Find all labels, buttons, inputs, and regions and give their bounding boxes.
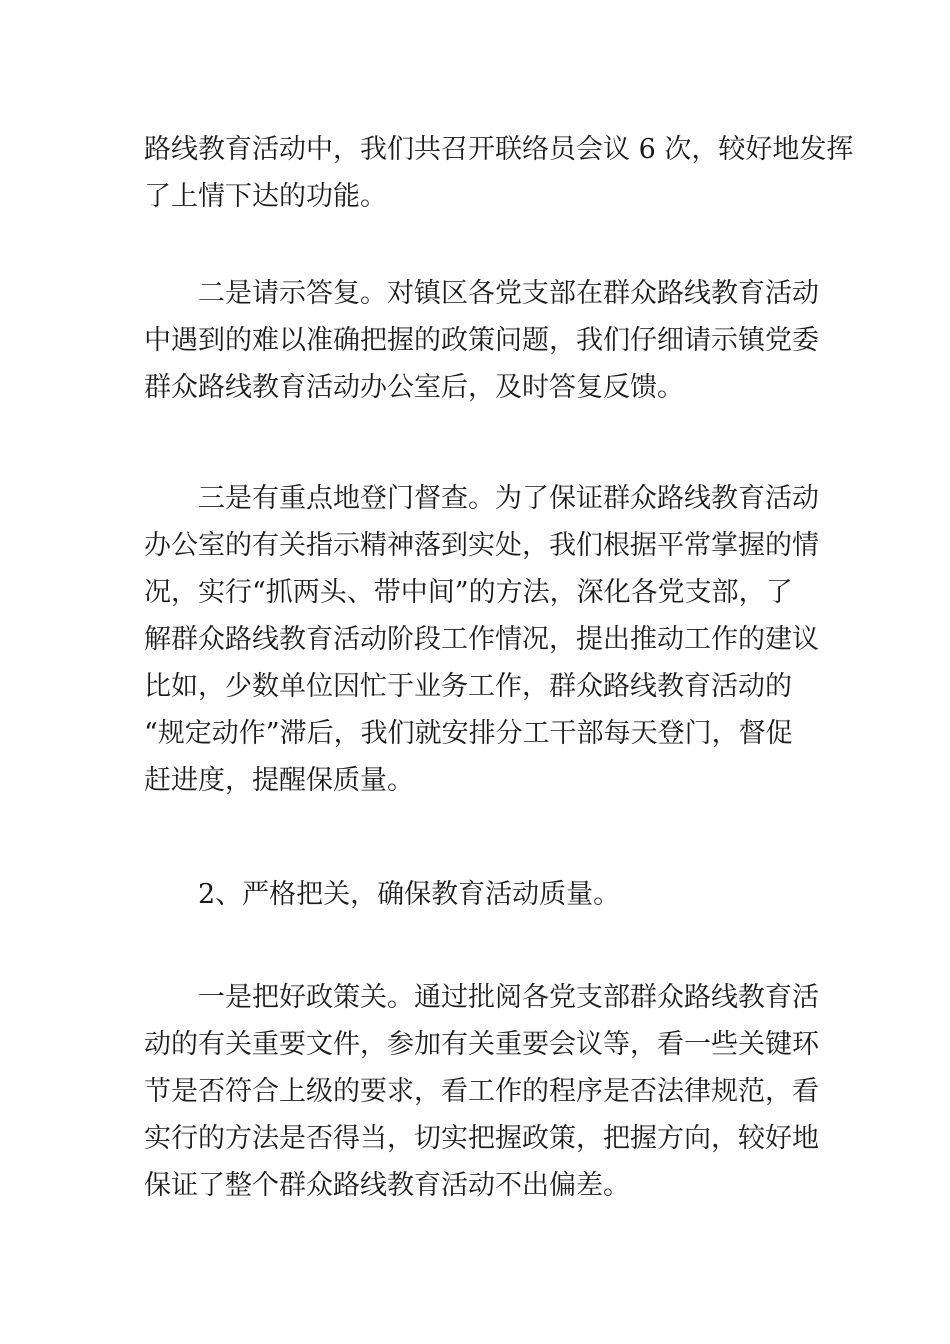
- paragraph-3: [144, 475, 824, 804]
- text-line: 了上情下达的功能。: [144, 181, 387, 212]
- text-line: 动的有关重要文件，参加有关重要会议等，看一些关键环: [144, 1029, 819, 1060]
- text-line: 路线教育活动中，我们共召开联络员会议 6 次，较好地发挥: [144, 134, 854, 165]
- text-line: 三是有重点地登门督查。为了保证群众路线教育活动: [198, 483, 819, 514]
- text-line: 群众路线教育活动办公室后，及时答复反馈。: [144, 372, 684, 403]
- paragraph-2: [144, 270, 824, 411]
- text-line: 节是否符合上级的要求，看工作的程序是否法律规范，看: [144, 1076, 819, 1107]
- text-line: 况，实行“抓两头、带中间”的方法，深化各党支部，了: [144, 577, 793, 608]
- text-line: 比如，少数单位因忙于业务工作，群众路线教育活动的: [144, 671, 792, 702]
- paragraph-1: [144, 126, 854, 220]
- text-line: 中遇到的难以准确把握的政策问题，我们仔细请示镇党委: [144, 325, 819, 356]
- text-line: “规定动作”滞后，我们就安排分工干部每天登门，督促: [144, 718, 793, 749]
- text-line: 一是把好政策关。通过批阅各党支部群众路线教育活: [198, 982, 819, 1013]
- text-line: 解群众路线教育活动阶段工作情况，提出推动工作的建议: [144, 624, 819, 655]
- text-line: 赶进度，提醒保质量。: [144, 765, 414, 796]
- heading-line: 2、严格把关，确保教育活动质量。: [198, 879, 621, 910]
- paragraph-4: [144, 974, 824, 1209]
- section-heading: [144, 871, 824, 918]
- text-line: 办公室的有关指示精神落到实处，我们根据平常掌握的情: [144, 530, 819, 561]
- text-line: 实行的方法是否得当，切实把握政策，把握方向，较好地: [144, 1123, 819, 1154]
- text-line: 二是请示答复。对镇区各党支部在群众路线教育活动: [198, 278, 819, 309]
- text-line: 保证了整个群众路线教育活动不出偏差。: [144, 1170, 630, 1201]
